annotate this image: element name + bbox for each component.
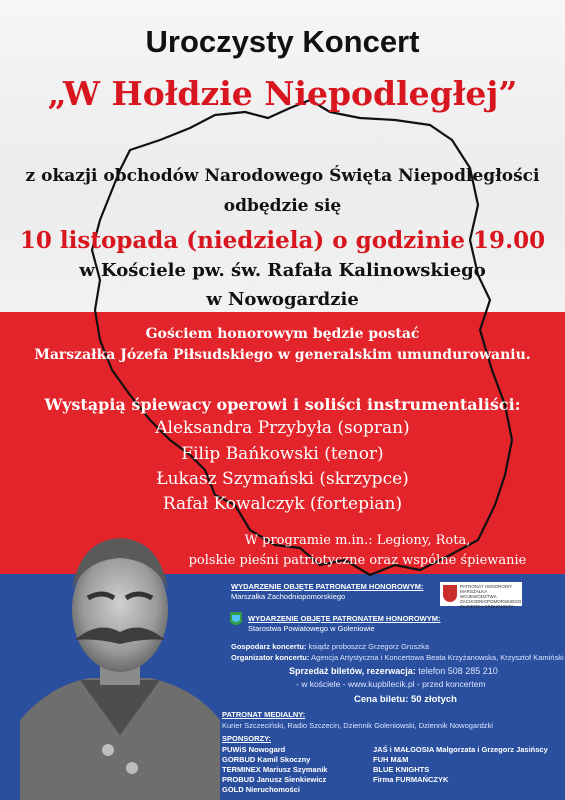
- patronage-name: Marszałka Zachodniopomorskiego: [231, 592, 346, 601]
- ticket-price: Cena biletu: 50 złotych: [354, 694, 457, 705]
- sponsor-item: BLUE KNIGHTS: [373, 765, 430, 774]
- sponsor-item: Firma FURMAŃCZYK: [373, 775, 449, 784]
- ticket-sales-line: Sprzedaż biletów, rezerwacja: telefon 508 285 210: [289, 666, 498, 676]
- guest-line2: Marszałka Józefa Piłsudskiego w generalskim umundurowaniu.: [34, 347, 531, 363]
- sponsor-item: JAŚ i MAŁGOSIA Małgorzata i Grzegorz Jasińscy: [373, 745, 548, 754]
- concert-title: Uroczysty Koncert: [145, 24, 420, 59]
- patronage-name: Starostwa Powiatowego w Goleniowie: [248, 624, 375, 633]
- event-place-line1: w Kościele pw. św. Rafała Kalinowskiego: [79, 260, 486, 281]
- ticket-locations: - w kościele - www.kupbilecik.pl - przed koncertem: [296, 679, 486, 689]
- sponsor-item: PUWiS Nowogard: [222, 745, 286, 754]
- occasion-text: z okazji obchodów Narodowego Święta Niepodległości: [25, 166, 540, 186]
- sponsor-item: TERMINEX Mariusz Szymanik: [222, 765, 328, 774]
- sponsors-heading: SPONSORZY:: [222, 734, 272, 743]
- goleniow-coat-of-arms-icon: [230, 612, 242, 628]
- marshal-patronage-logo: PATRONAT HONOROWY MARSZAŁKA WOJEWÓDZTWA ZACHODNIOPOMORSKIEGO OLGIERDA GEBLEWICZA: [440, 582, 522, 606]
- pilsudski-portrait: [20, 520, 220, 800]
- media-list: Kurier Szczeciński, Radio Szczecin, Dziennik Goleniowski, Dziennik Nowogardzki: [222, 721, 493, 730]
- performer-item: Rafał Kowalczyk (fortepian): [162, 494, 403, 514]
- performer-item: Aleksandra Przybyła (sopran): [155, 418, 410, 438]
- performer-item: Łukasz Szymański (skrzypce): [156, 469, 409, 489]
- concert-subtitle: „W Hołdzie Niepodległej”: [47, 74, 518, 113]
- media-heading: PATRONAT MEDIALNY:: [222, 710, 306, 719]
- performers-heading: Wystąpią śpiewacy operowi i soliści instrumentaliści:: [44, 395, 521, 414]
- event-datetime: 10 listopada (niedziela) o godzinie 19.00: [19, 227, 546, 254]
- sponsor-item: PROBUD Janusz Sienkiewicz: [222, 775, 327, 784]
- sponsor-item: FUH M&M: [373, 755, 409, 764]
- patronage-heading: WYDARZENIE OBJĘTE PATRONATEM HONOROWYM:: [231, 582, 424, 591]
- patronage-heading: WYDARZENIE OBJĘTE PATRONATEM HONOROWYM:: [248, 614, 441, 623]
- organizer-line: Organizator koncertu: Agencja Artystyczna i Koncertowa Beata Krzyżanowska, Krzysztof Kamiński: [231, 653, 564, 662]
- will-take-place-text: odbędzie się: [223, 196, 342, 216]
- guest-line1: Gościem honorowym będzie postać: [145, 326, 420, 342]
- event-place-line2: w Nowogardzie: [206, 289, 359, 310]
- performer-item: Filip Bańkowski (tenor): [181, 444, 384, 464]
- sponsor-item: GORBUD Kamil Skoczny: [222, 755, 311, 764]
- coat-of-arms-icon: [443, 585, 457, 602]
- program-line1: W programie m.in.: Legiony, Rota,: [244, 533, 471, 548]
- sponsor-item: GOLD Nieruchomości: [222, 785, 300, 794]
- host-line: Gospodarz koncertu: ksiądz proboszcz Grzegorz Gruszka: [231, 642, 429, 651]
- program-line2: polskie pieśni patriotyczne oraz wspólne śpiewanie: [188, 553, 527, 568]
